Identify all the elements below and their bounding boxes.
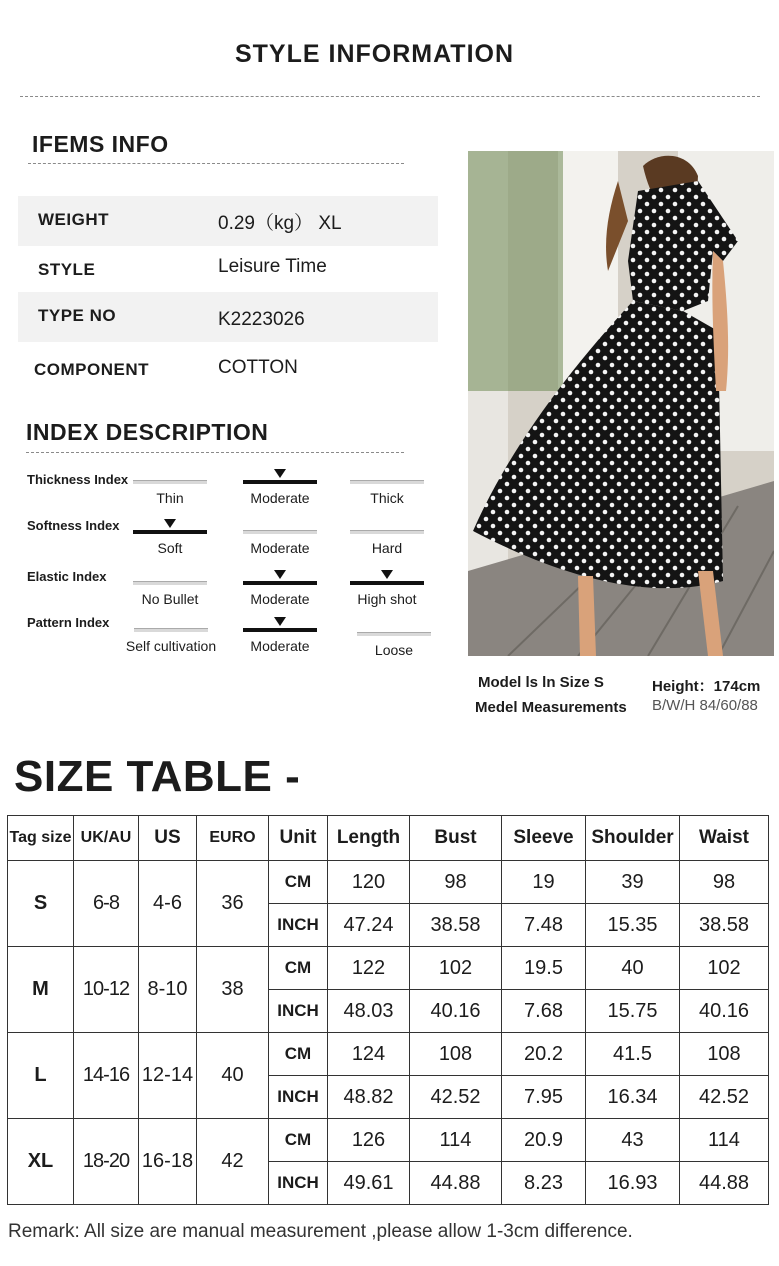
divider	[20, 96, 760, 97]
info-row-weight	[18, 196, 438, 246]
us-cell: 16-18	[139, 1119, 197, 1205]
length-cell: 124	[328, 1033, 410, 1076]
unit-cell: CM	[269, 1119, 328, 1162]
info-label: STYLE	[38, 260, 96, 279]
sleeve-cell: 19	[502, 861, 586, 904]
elastic-high-shot: High shot	[349, 581, 425, 607]
tag-size-cell: XL	[8, 1119, 74, 1205]
waist-cell: 102	[680, 947, 769, 990]
shoulder-cell: 39	[586, 861, 680, 904]
header-tag-size: Tag size	[8, 816, 74, 861]
info-label: COMPONENT	[34, 360, 149, 379]
shoulder-cell: 43	[586, 1119, 680, 1162]
shoulder-cell: 15.35	[586, 904, 680, 947]
header-uk-au: UK/AU	[74, 816, 139, 861]
tag-size-cell: M	[8, 947, 74, 1033]
info-row-style	[18, 246, 438, 296]
sleeve-cell: 7.48	[502, 904, 586, 947]
header-waist: Waist	[680, 816, 769, 861]
euro-cell: 42	[197, 1119, 269, 1205]
table-row	[8, 947, 769, 990]
thickness-thin: Thin	[132, 480, 208, 506]
divider	[28, 163, 404, 164]
index-heading: INDEX DESCRIPTION	[26, 419, 269, 445]
model-measure-label: Medel Measurements	[475, 699, 627, 716]
bust-cell: 102	[410, 947, 502, 990]
thickness-index-label: Thickness Index	[27, 472, 129, 487]
sleeve-cell: 20.9	[502, 1119, 586, 1162]
elastic-no-bullet: No Bullet	[132, 581, 208, 607]
bust-cell: 98	[410, 861, 502, 904]
us-cell: 12-14	[139, 1033, 197, 1119]
bust-cell: 44.88	[410, 1162, 502, 1205]
info-value: K2223026	[218, 309, 305, 330]
table-header-row	[8, 816, 769, 861]
bust-cell: 108	[410, 1033, 502, 1076]
bust-cell: 38.58	[410, 904, 502, 947]
unit-cell: CM	[269, 1033, 328, 1076]
pattern-moderate: Moderate	[242, 628, 318, 654]
uk-cell: 18-20	[74, 1119, 139, 1205]
unit-cell: INCH	[269, 1076, 328, 1119]
length-cell: 120	[328, 861, 410, 904]
selected-marker-icon	[274, 469, 286, 478]
bust-cell: 40.16	[410, 990, 502, 1033]
info-row-component	[18, 346, 438, 396]
thickness-thick: Thick	[349, 480, 425, 506]
uk-cell: 14-16	[74, 1033, 139, 1119]
elastic-moderate: Moderate	[242, 581, 318, 607]
selected-marker-icon	[274, 617, 286, 626]
length-cell: 49.61	[328, 1162, 410, 1205]
elastic-index-label: Elastic Index	[27, 569, 107, 584]
uk-cell: 6-8	[74, 861, 139, 947]
euro-cell: 38	[197, 947, 269, 1033]
table-row	[8, 1119, 769, 1162]
info-value: 0.29（kg） XL	[218, 213, 342, 234]
info-value: COTTON	[218, 357, 298, 378]
tag-size-cell: L	[8, 1033, 74, 1119]
softness-soft: Soft	[132, 530, 208, 556]
waist-cell: 108	[680, 1033, 769, 1076]
bust-cell: 42.52	[410, 1076, 502, 1119]
unit-cell: CM	[269, 947, 328, 990]
header-sleeve: Sleeve	[502, 816, 586, 861]
sleeve-cell: 7.68	[502, 990, 586, 1033]
unit-cell: INCH	[269, 1162, 328, 1205]
sleeve-cell: 7.95	[502, 1076, 586, 1119]
unit-cell: INCH	[269, 904, 328, 947]
info-value: Leisure Time	[218, 256, 327, 277]
bust-cell: 114	[410, 1119, 502, 1162]
selected-marker-icon	[381, 570, 393, 579]
us-cell: 8-10	[139, 947, 197, 1033]
sleeve-cell: 8.23	[502, 1162, 586, 1205]
tag-size-cell: S	[8, 861, 74, 947]
waist-cell: 44.88	[680, 1162, 769, 1205]
table-row	[8, 1033, 769, 1076]
shoulder-cell: 15.75	[586, 990, 680, 1033]
shoulder-cell: 41.5	[586, 1033, 680, 1076]
size-table	[7, 815, 769, 1205]
length-cell: 126	[328, 1119, 410, 1162]
pattern-loose: Loose	[356, 632, 432, 658]
length-cell: 47.24	[328, 904, 410, 947]
waist-cell: 42.52	[680, 1076, 769, 1119]
info-row-type-no	[18, 292, 438, 342]
unit-cell: INCH	[269, 990, 328, 1033]
divider	[26, 452, 404, 453]
table-row	[8, 861, 769, 904]
pattern-self-cultivation: Self cultivation	[118, 628, 224, 654]
header-bust: Bust	[410, 816, 502, 861]
product-photo	[468, 151, 774, 656]
unit-cell: CM	[269, 861, 328, 904]
softness-index-label: Softness Index	[27, 518, 120, 533]
waist-cell: 38.58	[680, 904, 769, 947]
length-cell: 122	[328, 947, 410, 990]
us-cell: 4-6	[139, 861, 197, 947]
header-euro: EURO	[197, 816, 269, 861]
header-shoulder: Shoulder	[586, 816, 680, 861]
header-unit: Unit	[269, 816, 328, 861]
info-label: TYPE NO	[38, 306, 117, 325]
remark-note: Remark: All size are manual measurement ,please allow 1-3cm difference.	[8, 1221, 633, 1242]
size-table-title: SIZE TABLE -	[14, 752, 301, 801]
model-size-text: Model ls ln Size S	[478, 674, 604, 691]
euro-cell: 40	[197, 1033, 269, 1119]
shoulder-cell: 16.34	[586, 1076, 680, 1119]
sleeve-cell: 20.2	[502, 1033, 586, 1076]
shoulder-cell: 40	[586, 947, 680, 990]
softness-hard: Hard	[349, 530, 425, 556]
waist-cell: 114	[680, 1119, 769, 1162]
pattern-index-label: Pattern Index	[27, 615, 110, 630]
model-height: Height：174cm	[652, 678, 761, 695]
waist-cell: 40.16	[680, 990, 769, 1033]
length-cell: 48.82	[328, 1076, 410, 1119]
shoulder-cell: 16.93	[586, 1162, 680, 1205]
euro-cell: 36	[197, 861, 269, 947]
softness-moderate: Moderate	[242, 530, 318, 556]
page-title: STYLE INFORMATION	[234, 40, 515, 68]
items-info-heading: IFEMS INFO	[32, 131, 169, 157]
header-us: US	[139, 816, 197, 861]
info-label: WEIGHT	[38, 210, 109, 229]
sleeve-cell: 19.5	[502, 947, 586, 990]
selected-marker-icon	[164, 519, 176, 528]
model-bwh: B/W/H 84/60/88	[652, 697, 758, 714]
waist-cell: 98	[680, 861, 769, 904]
uk-cell: 10-12	[74, 947, 139, 1033]
selected-marker-icon	[274, 570, 286, 579]
header-length: Length	[328, 816, 410, 861]
thickness-moderate: Moderate	[242, 480, 318, 506]
length-cell: 48.03	[328, 990, 410, 1033]
